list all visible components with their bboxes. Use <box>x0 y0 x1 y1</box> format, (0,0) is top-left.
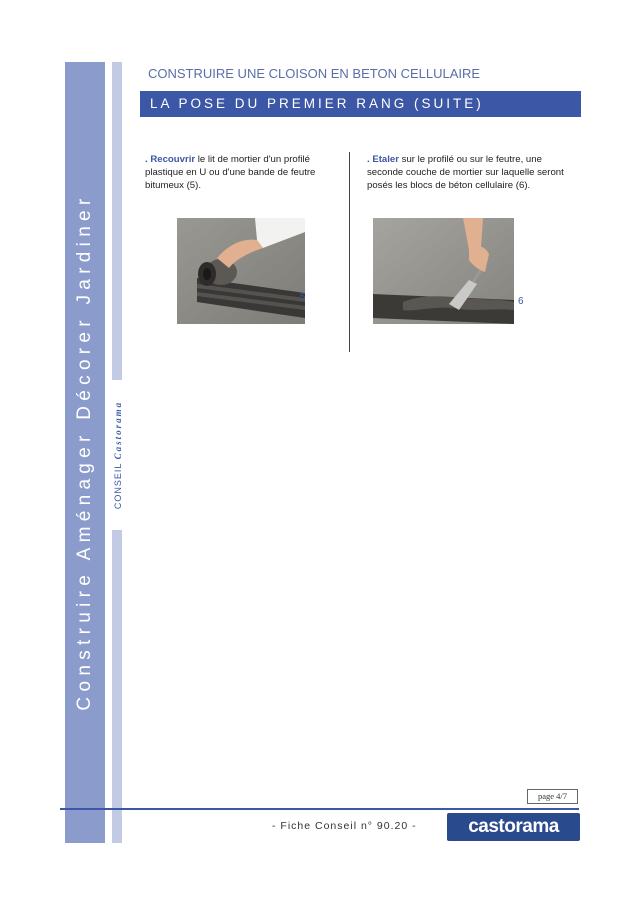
sidebar-stripe-bottom <box>112 530 122 843</box>
figure-number-6: 6 <box>518 296 524 307</box>
step-6-body: sur le profilé ou sur le feutre, une seconde couche de mortier sur laquelle seront posés les blocs de béton cellulaire (6). <box>367 154 564 191</box>
page-number: page 4/7 <box>527 789 578 804</box>
document-title: CONSTRUIRE UNE CLOISON EN BETON CELLULAIRE <box>148 66 481 81</box>
step-5-body: le lit de mortier d'un profilé plastique en U ou d'une bande de feutre bitumeux (5). <box>145 154 316 191</box>
figure-number-5: 5 <box>300 292 306 303</box>
photo-laying-profile <box>177 218 305 324</box>
sidebar-stripe-top <box>112 62 122 380</box>
step-5-text <box>145 153 340 192</box>
castorama-logo <box>447 813 580 841</box>
sidebar-vertical-tagline: Construire Aménager Décorer Jardiner <box>74 193 95 711</box>
conseil-castorama-label <box>113 401 123 509</box>
castorama-logo-text: castorama <box>468 816 559 837</box>
step-6-lead: . Etaler <box>367 154 399 165</box>
conseil-brand: Castorama <box>113 400 123 460</box>
photo-spreading-mortar <box>373 218 514 324</box>
fiche-conseil-label: - Fiche Conseil n° 90.20 - <box>272 820 417 832</box>
step-5-lead: . Recouvrir <box>145 154 196 165</box>
conseil-label: CONSEIL <box>113 462 123 510</box>
section-banner: LA POSE DU PREMIER RANG (SUITE) <box>140 91 581 117</box>
step-6-text <box>367 153 572 192</box>
footer-rule <box>60 808 579 810</box>
column-divider <box>349 152 350 352</box>
